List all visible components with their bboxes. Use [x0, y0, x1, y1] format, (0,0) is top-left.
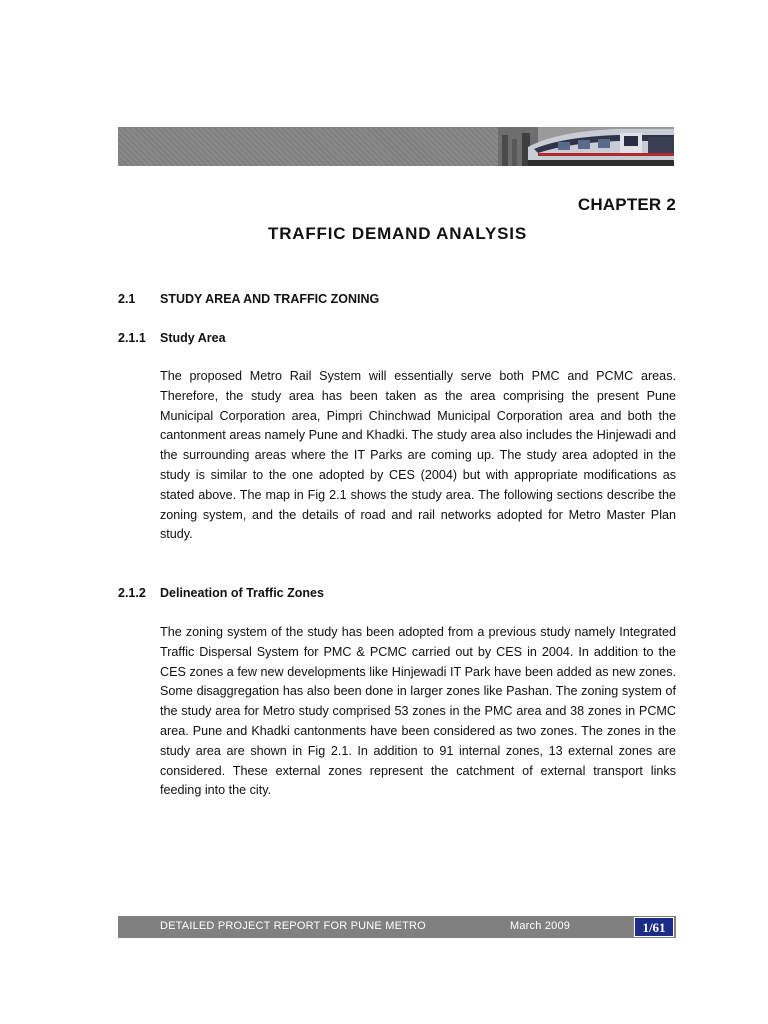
section-number: 2.1: [118, 292, 136, 306]
section-heading-2-1: [118, 292, 379, 306]
section-title: Delineation of Traffic Zones: [160, 586, 324, 600]
footer-date: March 2009: [510, 920, 571, 932]
paragraph-traffic-zones: The zoning system of the study has been adopted from a previous study namely Integrated Traffic Dispersal System for PMC & PCMC carried out by CES in 2004. In addition to the CES zones a few new developments like Hinjewadi IT Park have been added as new zones. Some disaggregation has also been done in larger zones like Pashan. The zoning system of the study area for Metro study comprised 53 zones in the PMC area and 38 zones in PCMC area. Pune and Khadki cantonments have been considered as two zones. The zones in the study area are shown in Fig 2.1. In addition to 91 internal zones, 13 external zones are considered. These external zones represent the catchment of external transport links feeding into the city.: [160, 625, 676, 798]
section-heading-2-1-2: [118, 586, 324, 600]
chapter-number: CHAPTER 2: [577, 195, 676, 214]
footer-report-title: DETAILED PROJECT REPORT FOR PUNE METRO: [160, 920, 426, 932]
chapter-title: TRAFFIC DEMAND ANALYSIS: [268, 224, 527, 243]
section-heading-2-1-1: [118, 331, 226, 345]
section-title: STUDY AREA AND TRAFFIC ZONING: [160, 292, 380, 306]
page-footer: [118, 916, 676, 938]
metro-train-photo: [498, 127, 674, 166]
page-number: 1/61: [634, 917, 674, 937]
section-number: 2.1.1: [118, 331, 146, 345]
header-banner: [118, 127, 674, 166]
section-number: 2.1.2: [118, 586, 146, 600]
paragraph-study-area: The proposed Metro Rail System will essentially serve both PMC and PCMC areas. Therefore, the study area has been taken as the area comprising the present Pune Municipal Corporation area, Pimpri Chinchwad Municipal Corporation area and both the cantonment areas namely Pune and Khadki. The study area also includes the Hinjewadi and the surrounding areas where the IT Parks are coming up. The study area adopted in the study is similar to the one adopted by CES (2004) but with appropriate modifications as stated above. The map in Fig 2.1 shows the study area. The following sections describe the zoning system, and the details of road and rail networks adopted for Metro Master Plan study.: [160, 369, 676, 542]
section-title: Study Area: [160, 331, 226, 345]
